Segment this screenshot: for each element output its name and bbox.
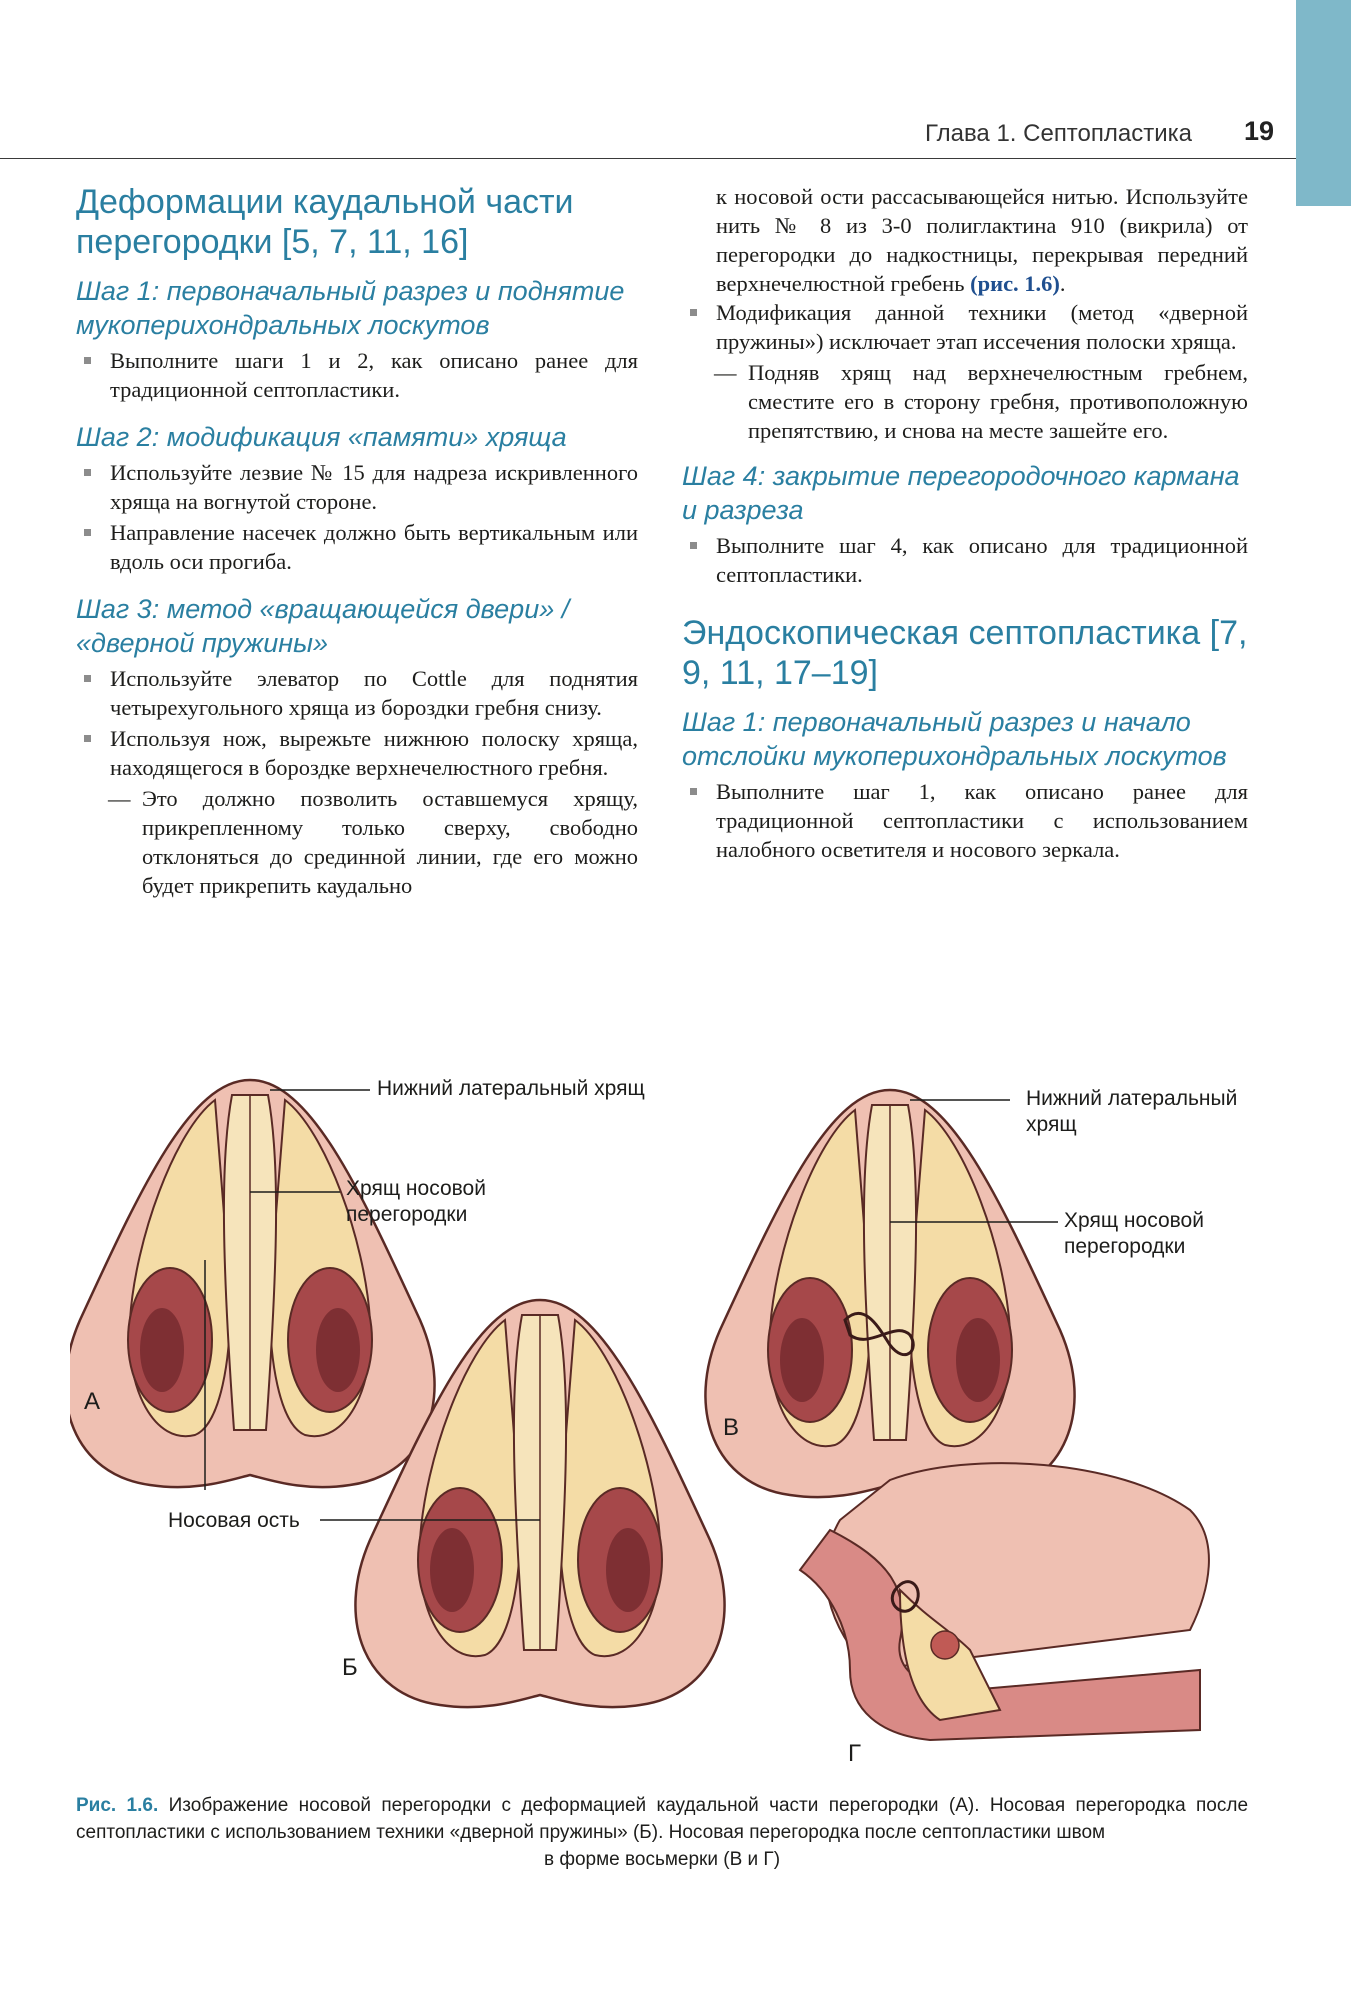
right-column	[682, 182, 1248, 866]
step1-heading: Шаг 1: первоначальный разрез и поднятие мукоперихондральных лоскутов	[76, 276, 625, 340]
step2-heading: Шаг 2: модификация «памяти» хряща	[76, 422, 567, 452]
dash-mark: —	[714, 360, 737, 385]
continuation-text: к носовой ости рассасывающейся нитью. Используйте нить № 8 из 3-0 полиглактина 910 (викрила) от перегородки до надкостницы, перекрывая передний верхнечелюстной гребень	[716, 184, 1248, 296]
step3-heading: Шаг 3: метод «вращающейся двери» / «дверной пружины»	[76, 594, 570, 658]
panel-v-nose	[705, 1090, 1074, 1497]
page-number: 19	[1243, 116, 1274, 146]
panel-g-cross-section	[800, 1463, 1209, 1740]
caption-text: Изображение носовой перегородки с деформацией каудальной части перегородки (А). Носовая перегородка после септопластики с использованием техники «дверной пружины» (Б). Носовая перегородка после септопластики швом	[76, 1795, 1249, 1843]
step3-dash-text: Это должно позволить оставшемуся хрящу, прикрепленному только сверху, свободно отклоняться до срединной линии, где его можно будет прикрепить каудально	[142, 786, 638, 898]
running-header	[0, 112, 1296, 159]
figure-1-6	[70, 1030, 1260, 1770]
label-a-lower-lateral-cartilage: Нижний латеральный хрящ	[377, 1077, 645, 1100]
step3-bullet-1: Используйте элеватор по Cottle для поднятия четырехугольного хряща из бороздки гребня снизу.	[76, 664, 638, 722]
section-title-caudal: Деформации каудальной части перегородки [5, 7, 11, 16]	[76, 183, 574, 261]
continuation-end: .	[1059, 271, 1066, 296]
panel-letter-g: Г	[848, 1740, 861, 1767]
step4-bullet: Выполните шаг 4, как описано для традиционной септопластики.	[682, 531, 1248, 589]
modification-dash-text: Подняв хрящ над верхнечелюстным гребнем, сместите его в сторону гребня, противоположную препятствию, и снова на месте зашейте его.	[748, 360, 1248, 443]
chapter-tab	[1296, 0, 1351, 206]
label-nasal-spine: Носовая ость	[168, 1509, 300, 1532]
endo-step1-bullet: Выполните шаг 1, как описано ранее для традиционной септопластики с использованием налобного осветителя и носового зеркала.	[682, 777, 1248, 864]
endo-step1-heading: Шаг 1: первоначальный разрез и начало отслойки мукоперихондральных лоскутов	[682, 707, 1227, 771]
section-title-endoscopic: Эндоскопическая септопластика [7, 9, 11, 17–19]	[682, 614, 1248, 692]
modification-dash-item	[682, 358, 1248, 445]
step3-bullet-2: Используя нож, вырежьте нижнюю полоску хряща, находящегося в бороздке верхнечелюстного гребня.	[76, 724, 638, 782]
step2-bullet-2: Направление насечек должно быть вертикальным или вдоль оси прогиба.	[76, 518, 638, 576]
step3-dash-item	[76, 784, 638, 900]
figure-illustration	[70, 1030, 1260, 1770]
left-column	[76, 182, 638, 900]
panel-letter-v: В	[723, 1414, 740, 1441]
step4-heading: Шаг 4: закрытие перегородочного кармана и разреза	[682, 461, 1240, 525]
step1-bullet: Выполните шаги 1 и 2, как описано ранее для традиционной септопластики.	[76, 346, 638, 404]
dash-mark: —	[108, 786, 131, 811]
step2-bullet-1: Используйте лезвие № 15 для надреза искривленного хряща на вогнутой стороне.	[76, 458, 638, 516]
label-v-septal-cartilage: Хрящ носовой перегородки	[1064, 1209, 1204, 1258]
label-v-lower-lateral-cartilage: Нижний латеральный хрящ	[1026, 1087, 1238, 1136]
figure-reference[interactable]: (рис. 1.6)	[970, 271, 1060, 296]
panel-letter-a: А	[84, 1388, 101, 1415]
continuation-paragraph	[682, 182, 1248, 298]
chapter-title: Глава 1. Септопластика	[924, 120, 1192, 147]
modification-bullet: Модификация данной техники (метод «дверной пружины») исключает этап иссечения полоски хряща.	[682, 298, 1248, 356]
caption-label: Рис. 1.6.	[76, 1795, 159, 1816]
figure-caption	[76, 1792, 1248, 1873]
panel-letter-b: Б	[342, 1654, 358, 1681]
label-a-septal-cartilage: Хрящ носовой перегородки	[346, 1177, 486, 1226]
caption-last-line: в форме восьмерки (В и Г)	[543, 1849, 781, 1870]
panel-a-nose	[70, 1080, 435, 1487]
